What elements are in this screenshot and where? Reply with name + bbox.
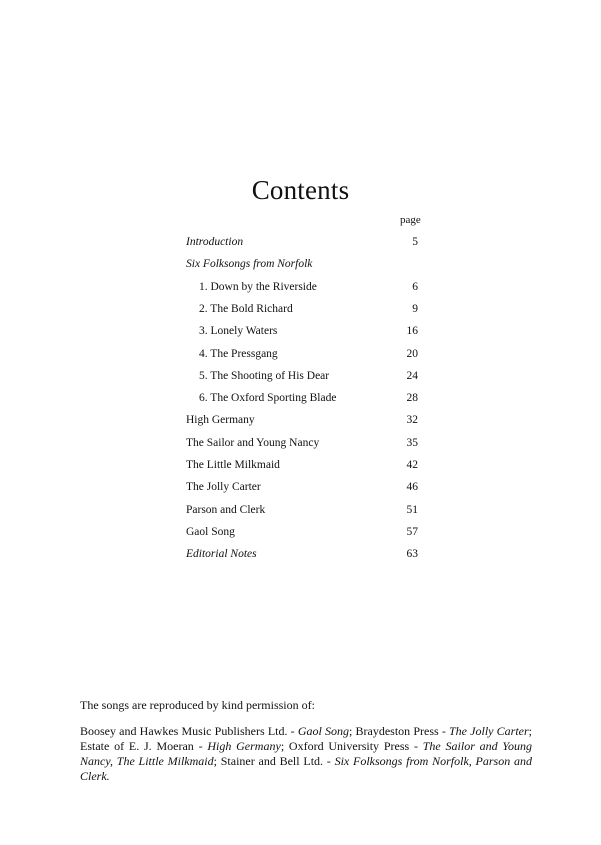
toc-entry (186, 412, 426, 428)
permissions-credits (80, 698, 532, 784)
credit-publisher: ; Braydeston Press - (349, 724, 449, 738)
toc-entry (186, 256, 426, 272)
toc-entry-page: 63 (406, 548, 418, 560)
toc-entry-title: The Jolly Carter (186, 481, 261, 493)
toc-entry-title: 2. The Bold Richard (199, 303, 293, 315)
toc-entry (186, 346, 426, 362)
toc-entry-title: 4. The Pressgang (199, 348, 278, 360)
credit-publisher: Boosey and Hawkes Music Publishers Ltd. - (80, 724, 298, 738)
credits-intro: The songs are reproduced by kind permission of: (80, 698, 315, 712)
page-title: Contents (251, 175, 350, 205)
credit-publisher: ; Estate of E. J. Moeran - (80, 724, 533, 753)
toc-entry-title: 1. Down by the Riverside (199, 281, 317, 293)
toc-entry-title: The Sailor and Young Nancy (186, 437, 320, 449)
toc-entry-page: 32 (406, 414, 418, 426)
toc-entry-page: 20 (406, 348, 418, 360)
toc-entry (186, 502, 426, 518)
toc-entry (186, 435, 426, 451)
credits-text (80, 724, 532, 784)
toc-entry-page: 42 (406, 459, 418, 471)
toc-entry (186, 390, 426, 406)
credit-work-title: The Jolly Carter (449, 724, 529, 738)
credit-work-title: The Sailor and Young Nancy, The Little Milkmaid (80, 739, 533, 768)
toc-entry-page: 24 (406, 370, 418, 382)
toc-entry (186, 524, 426, 540)
toc-entry-page: 28 (406, 392, 418, 404)
credit-work-title: Gaol Song (297, 724, 349, 738)
toc-entry-page: 9 (412, 303, 418, 315)
credit-work-title: High Germany (207, 739, 281, 753)
toc-entry-page: 46 (406, 481, 418, 493)
toc-entry (186, 457, 426, 473)
toc-entry (186, 479, 426, 495)
toc-entry-page: 51 (406, 504, 418, 516)
toc-entry-title: Introduction (186, 236, 244, 248)
toc-entry-title: 3. Lonely Waters (199, 325, 278, 337)
toc-entry (186, 368, 426, 384)
page-column-heading: page (400, 214, 421, 226)
toc-entry-page: 35 (406, 437, 418, 449)
toc-entry-title: Editorial Notes (186, 548, 257, 560)
toc-entry-page: 57 (406, 526, 418, 538)
toc-entry-title: 5. The Shooting of His Dear (199, 370, 330, 382)
toc-entry-page: 5 (412, 236, 418, 248)
toc-entry-title: The Little Milkmaid (186, 459, 280, 471)
toc-entry (186, 234, 426, 250)
credit-work-title: Six Folksongs from Norfolk, Parson and Clerk. (80, 754, 532, 783)
toc-entry-title: Parson and Clerk (186, 504, 266, 516)
credit-publisher: ; Oxford University Press - (280, 739, 423, 753)
toc-entry-title: Six Folksongs from Norfolk (186, 258, 313, 270)
toc-entry (186, 301, 426, 317)
toc-entry (186, 323, 426, 339)
toc-entry (186, 279, 426, 295)
toc-entry-title: High Germany (186, 414, 255, 426)
toc-entry-page: 6 (412, 281, 418, 293)
toc-entry-title: Gaol Song (186, 526, 235, 538)
toc-entry-page: 16 (406, 325, 418, 337)
toc-entry-title: 6. The Oxford Sporting Blade (199, 392, 337, 404)
credit-publisher: ; Stainer and Bell Ltd. - (213, 754, 335, 768)
toc-entry (186, 546, 426, 562)
